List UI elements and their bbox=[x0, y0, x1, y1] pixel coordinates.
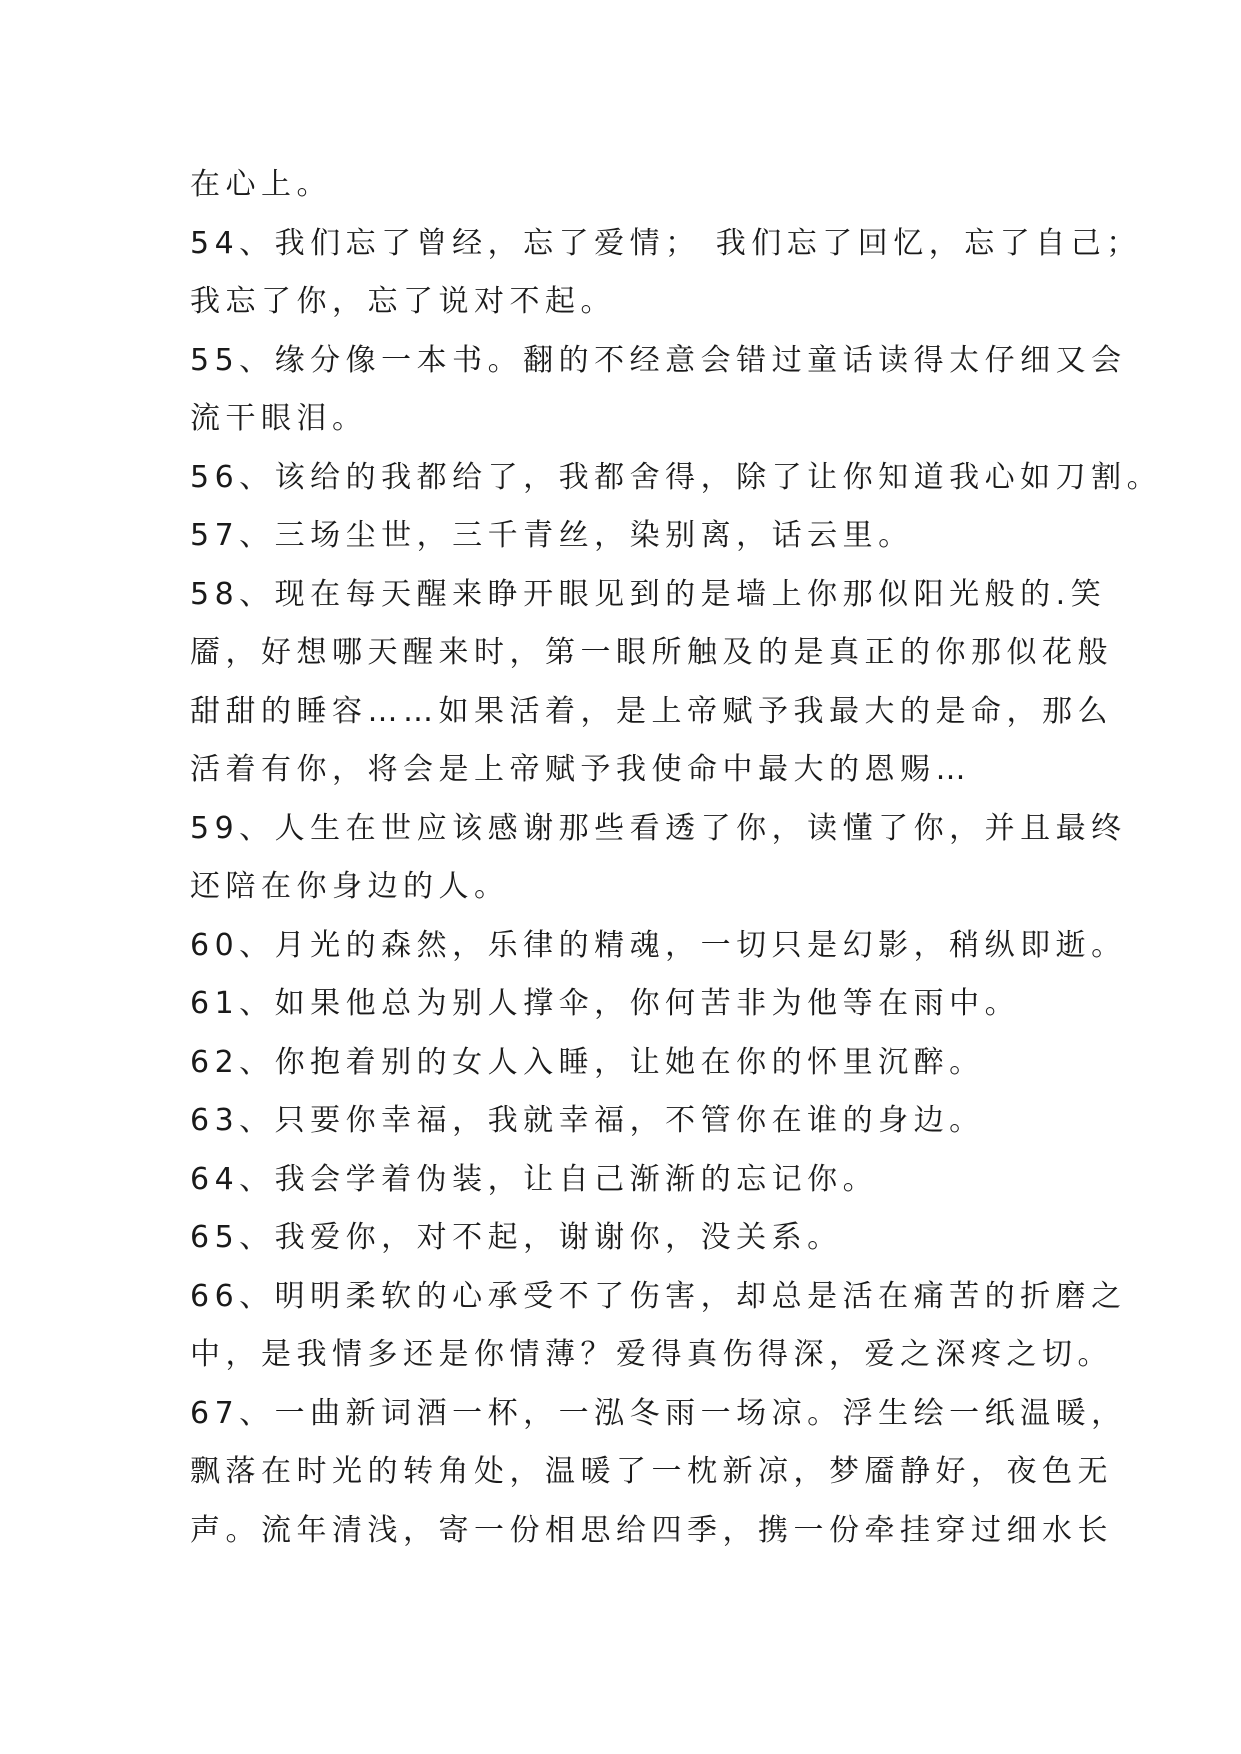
text-line: 流干眼泪。 bbox=[190, 401, 368, 436]
text-line: 活着有你，将会是上帝赋予我使命中最大的恩赐… bbox=[190, 752, 971, 787]
text-line: 57、三场尘世，三千青丝，染别离，话云里。 bbox=[190, 518, 914, 553]
text-line: 60、月光的森然，乐律的精魂，一切只是幻影，稍纵即逝。 bbox=[190, 927, 1127, 963]
text-line: 声。流年清浅，寄一份相思给四季，携一份牵挂穿过细水长 bbox=[190, 1512, 1113, 1548]
document-body bbox=[190, 156, 1163, 1560]
text-line: 我忘了你，忘了说对不起。 bbox=[190, 284, 616, 319]
text-line: 54、我们忘了曾经，忘了爱情； 我们忘了回忆，忘了自己； bbox=[190, 225, 1142, 261]
text-line: 中，是我情多还是你情薄？爱得真伤得深，爱之深疼之切。 bbox=[190, 1337, 1113, 1372]
text-line: 飘落在时光的转角处，温暖了一枕新凉，梦靥静好，夜色无 bbox=[190, 1454, 1113, 1489]
text-line: 61、如果他总为别人撑伞，你何苦非为他等在雨中。 bbox=[190, 986, 1021, 1021]
text-line: 甜甜的睡容……如果活着，是上帝赋予我最大的是命，那么 bbox=[190, 693, 1113, 729]
text-line: 59、人生在世应该感谢那些看透了你，读懂了你，并且最终 bbox=[190, 810, 1127, 846]
text-line: 55、缘分像一本书。翻的不经意会错过童话读得太仔细又会 bbox=[190, 342, 1127, 378]
text-line: 58、现在每天醒来睁开眼见到的是墙上你那似阳光般的.笑 bbox=[190, 576, 1107, 612]
text-line: 66、明明柔软的心承受不了伤害，却总是活在痛苦的折磨之 bbox=[190, 1278, 1127, 1314]
text-line: 67、一曲新词酒一杯，一泓冬雨一场凉。浮生绘一纸温暖， bbox=[190, 1395, 1127, 1431]
text-line: 靥，好想哪天醒来时，第一眼所触及的是真正的你那似花般 bbox=[190, 635, 1113, 670]
text-line: 64、我会学着伪装，让自己渐渐的忘记你。 bbox=[190, 1161, 879, 1197]
text-line: 62、你抱着别的女人入睡，让她在你的怀里沉醉。 bbox=[190, 1044, 985, 1080]
text-line: 56、该给的我都给了，我都舍得，除了让你知道我心如刀割。 bbox=[190, 459, 1163, 495]
text-line: 63、只要你幸福，我就幸福，不管你在谁的身边。 bbox=[190, 1103, 985, 1138]
text-line: 还陪在你身边的人。 bbox=[190, 869, 510, 904]
text-line: 65、我爱你，对不起，谢谢你，没关系。 bbox=[190, 1220, 843, 1255]
text-line: 在心上。 bbox=[190, 167, 332, 202]
